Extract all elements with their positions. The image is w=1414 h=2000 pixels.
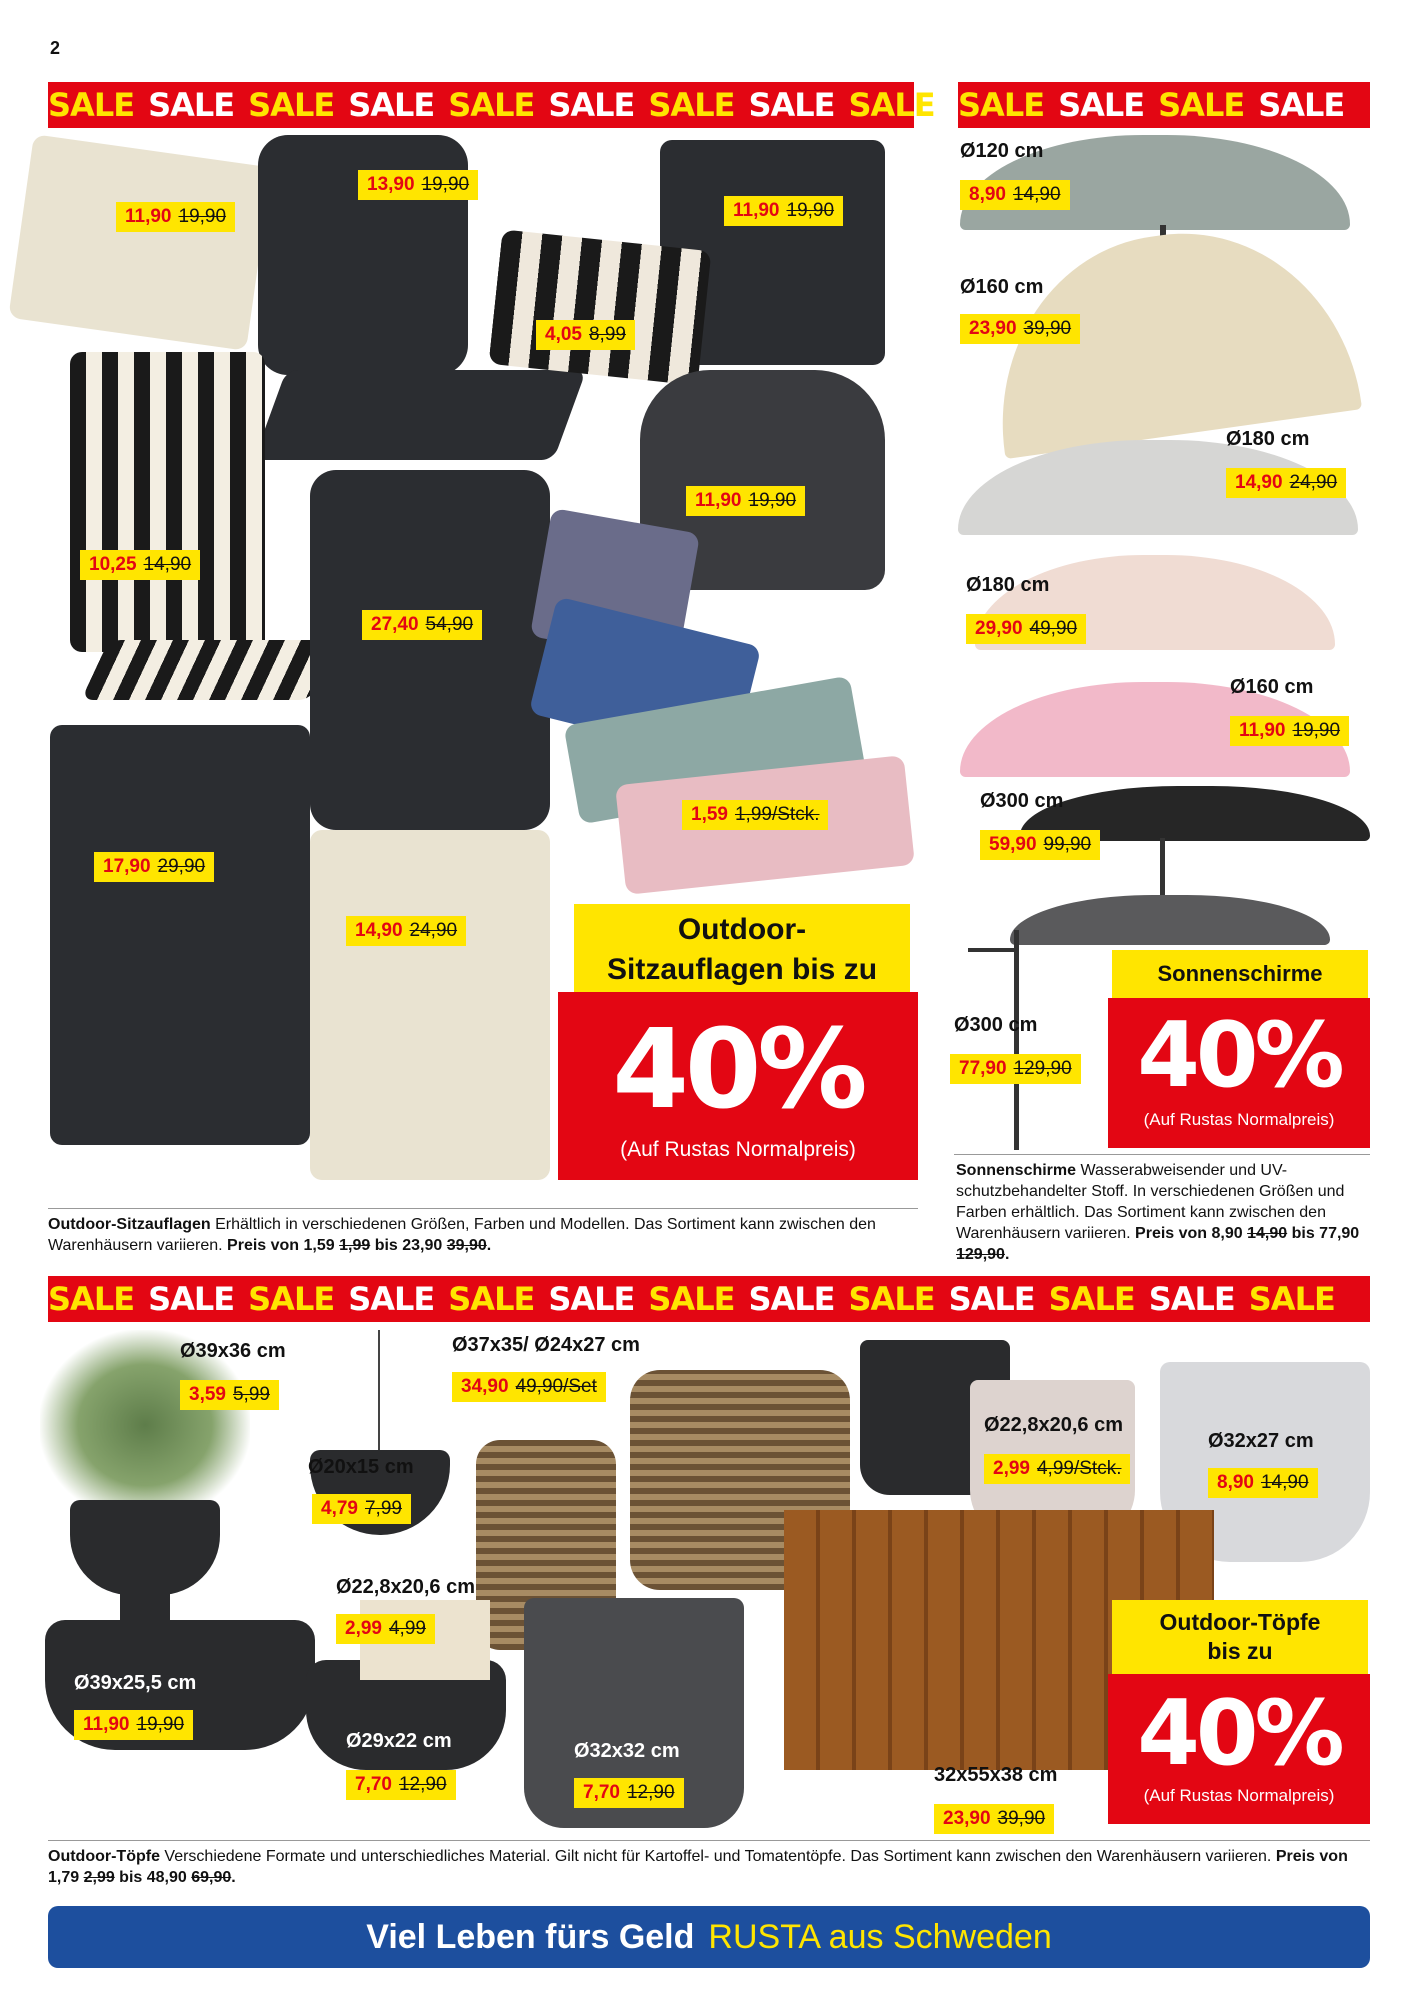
sale-word: SALE <box>348 86 435 124</box>
size-label: Ø22,8x20,6 cm <box>336 1576 475 1598</box>
note-price: Preis von 1,59 1,99 bis 23,90 39,90. <box>227 1237 492 1254</box>
note-title: Sonnenschirme <box>956 1162 1077 1179</box>
sale-word: SALE <box>1058 86 1145 124</box>
sale-word: SALE <box>448 1280 535 1318</box>
footer-banner <box>48 1906 1370 1968</box>
note-title: Outdoor-Sitzauflagen <box>48 1216 211 1233</box>
cantilever-arm <box>968 948 1018 952</box>
pots-note <box>48 1846 1370 1888</box>
size-label: Ø180 cm <box>1226 428 1310 450</box>
price-tag: 11,90 19,90 <box>116 202 235 232</box>
note-title: Outdoor-Töpfe <box>48 1848 160 1865</box>
promo-title-line: bis zu <box>1207 1638 1273 1664</box>
promo-title-line: Outdoor- <box>677 913 807 946</box>
price-tag: 13,90 19,90 <box>358 170 478 200</box>
note-text: Wasserabweisender und UV-schutzbehandelter Stoff. In verschiedenen Größen und Farben erhältlich. Das Sortiment kann zwischen den Warenhäusern variieren. <box>956 1162 1345 1242</box>
size-label: Ø180 cm <box>966 574 1050 596</box>
sale-banner-umbrellas <box>958 82 1370 128</box>
price-tag: 11,90 19,90 <box>74 1710 193 1740</box>
page-number: 2 <box>50 38 61 58</box>
promo-percent: 40% <box>1137 1003 1341 1108</box>
note-text: Verschiedene Formate und unterschiedliches Material. Gilt nicht für Kartoffel- und Tomatentöpfe. Das Sortiment kann zwischen den Warenhäusern variieren. <box>159 1848 1276 1865</box>
note-price: Preis von 8,90 14,90 bis 77,90 129,90. <box>956 1225 1360 1263</box>
sale-word: SALE <box>48 1280 135 1318</box>
footer-slogan: Viel Leben fürs Geld <box>366 1918 695 1956</box>
size-label: Ø300 cm <box>954 1014 1038 1036</box>
hanging-chain <box>378 1330 380 1450</box>
promo-subtitle: (Auf Rustas Normalpreis) <box>1143 1110 1335 1129</box>
price-tag: 17,90 29,90 <box>94 852 214 882</box>
price-tag: 11,90 19,90 <box>686 486 805 516</box>
sale-word: SALE <box>948 1280 1035 1318</box>
sale-word: SALE <box>248 86 335 124</box>
price-tag: 8,90 14,90 <box>960 180 1070 210</box>
tufted-highback-cushion-dark <box>310 470 550 830</box>
price-tag: 59,90 99,90 <box>980 830 1100 860</box>
divider <box>48 1840 1370 1841</box>
footer-brand: RUSTA aus Schweden <box>708 1918 1052 1956</box>
price-tag: 2,99 4,99/Stck. <box>984 1454 1130 1484</box>
sale-word: SALE <box>148 1280 235 1318</box>
promo-title-line: Sitzauflagen bis zu <box>606 953 878 986</box>
size-label: Ø22,8x20,6 cm <box>984 1414 1123 1436</box>
price-tag: 27,40 54,90 <box>362 610 482 640</box>
note-text: Erhältlich in verschiedenen Größen, Farben und Modellen. Das Sortiment kann zwischen den Warenhäusern variieren. <box>48 1216 876 1254</box>
striped-seat-cushion <box>489 229 712 385</box>
size-label: Ø37x35/ Ø24x27 cm <box>452 1334 640 1356</box>
sale-word: SALE <box>1048 1280 1135 1318</box>
size-label: Ø39x36 cm <box>180 1340 286 1362</box>
size-label: Ø20x15 cm <box>308 1456 414 1478</box>
sale-word: SALE <box>548 86 635 124</box>
highback-cushion-grey <box>50 725 310 1145</box>
price-tag: 11,90 19,90 <box>1230 716 1349 746</box>
pots-promo-badge <box>1108 1674 1370 1824</box>
promo-percent: 40% <box>1137 1681 1341 1786</box>
promo-subtitle: (Auf Rustas Normalpreis) <box>620 1138 856 1161</box>
size-label: Ø32x27 cm <box>1208 1430 1314 1452</box>
striped-highback-seat <box>81 640 339 700</box>
price-tag: 7,70 12,90 <box>346 1770 456 1800</box>
size-label: Ø29x22 cm <box>346 1730 452 1752</box>
sale-word: SALE <box>548 1280 635 1318</box>
seat-cushion-beige <box>8 134 271 351</box>
promo-title-line: Outdoor-Töpfe <box>1159 1609 1321 1635</box>
price-tag: 11,90 19,90 <box>724 196 843 226</box>
price-tag: 3,59 5,99 <box>180 1380 279 1410</box>
price-tag: 8,90 14,90 <box>1208 1468 1318 1498</box>
sale-word: SALE <box>1148 1280 1235 1318</box>
striped-highback-cushion <box>70 352 265 652</box>
sale-word: SALE <box>148 86 235 124</box>
sale-word: SALE <box>1248 1280 1335 1318</box>
promo-subtitle: (Auf Rustas Normalpreis) <box>1143 1786 1335 1805</box>
size-label: Ø120 cm <box>960 140 1044 162</box>
price-tag: 14,90 24,90 <box>346 916 466 946</box>
price-tag: 2,99 4,99 <box>336 1614 435 1644</box>
umbrellas-promo-title: Sonnenschirme <box>1112 950 1368 998</box>
sale-word: SALE <box>848 86 935 124</box>
size-label: Ø160 cm <box>1230 676 1314 698</box>
pots-promo-title <box>1112 1600 1368 1674</box>
promo-percent: 40% <box>612 1005 864 1133</box>
price-tag: 23,90 39,90 <box>960 314 1080 344</box>
umbrella-cantilever-grey <box>1010 895 1330 945</box>
umbrellas-note <box>956 1160 1366 1265</box>
price-tag: 14,90 24,90 <box>1226 468 1346 498</box>
size-label: Ø300 cm <box>980 790 1064 812</box>
umbrellas-promo-badge <box>1108 998 1370 1148</box>
size-label: 32x55x38 cm <box>934 1764 1058 1786</box>
divider <box>954 1154 1370 1155</box>
sale-word: SALE <box>748 86 835 124</box>
sale-banner-cushions <box>48 82 935 128</box>
cantilever-pole <box>1014 930 1019 1150</box>
seat-cushion-dark-lower <box>254 370 587 460</box>
price-tag: 4,05 8,99 <box>536 320 635 350</box>
price-tag: 10,25 14,90 <box>80 550 200 580</box>
urn-planter <box>70 1500 220 1595</box>
size-label: Ø39x25,5 cm <box>74 1672 197 1694</box>
cushions-promo-title <box>574 904 910 992</box>
price-tag: 34,90 49,90/Set <box>452 1372 606 1402</box>
size-label: Ø32x32 cm <box>574 1740 680 1762</box>
sale-word: SALE <box>648 1280 735 1318</box>
sale-word: SALE <box>1158 86 1245 124</box>
highback-cushion-beige <box>310 830 550 1180</box>
sale-word: SALE <box>648 86 735 124</box>
size-label: Ø160 cm <box>960 276 1044 298</box>
price-tag: 7,70 12,90 <box>574 1778 684 1808</box>
price-tag: 4,79 7,99 <box>312 1494 411 1524</box>
sale-word: SALE <box>248 1280 335 1318</box>
cushions-note <box>48 1214 918 1256</box>
sale-word: SALE <box>748 1280 835 1318</box>
cushions-promo-badge <box>558 992 918 1180</box>
sale-word: SALE <box>448 86 535 124</box>
sale-banner-pots <box>48 1276 1370 1322</box>
sale-word: SALE <box>48 86 135 124</box>
sale-word: SALE <box>958 86 1045 124</box>
price-tag: 23,90 39,90 <box>934 1804 1054 1834</box>
note-price: Preis von 1,79 2,99 bis 48,90 69,90. <box>48 1848 1348 1886</box>
price-tag: 77,90 129,90 <box>950 1054 1081 1084</box>
divider <box>48 1208 918 1209</box>
sale-word: SALE <box>848 1280 935 1318</box>
price-tag: 1,59 1,99/Stck. <box>682 800 828 830</box>
sale-word: SALE <box>348 1280 435 1318</box>
price-tag: 29,90 49,90 <box>966 614 1086 644</box>
sale-word: SALE <box>1258 86 1345 124</box>
